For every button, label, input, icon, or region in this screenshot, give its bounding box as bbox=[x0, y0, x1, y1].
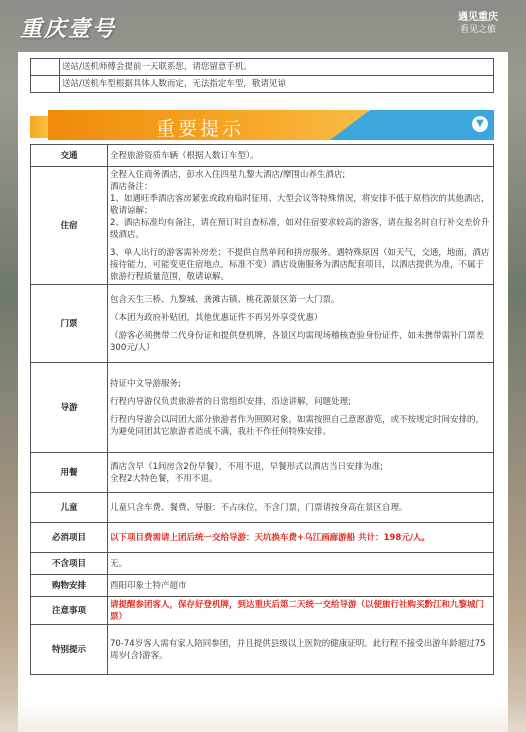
transfer-notes-table bbox=[30, 58, 494, 93]
bottom-fade bbox=[0, 700, 526, 732]
row-content-excluded: 无。 bbox=[108, 553, 494, 575]
row-content-special: 70-74岁客人需有家人陪同参团，并且提供县级以上医院的健康证明。此行程不接受出游年龄超过75周岁(含)游客。 bbox=[108, 625, 494, 675]
notice-table bbox=[30, 144, 494, 675]
row-label-special: 特别提示 bbox=[31, 625, 108, 675]
banner-title: 重要提示 bbox=[156, 118, 245, 140]
transfer-note-2: 送站/送机车型根据具体人数而定，无法指定车型，敬请见谅 bbox=[60, 76, 494, 93]
brand-slogan bbox=[454, 12, 502, 36]
chevron-down-icon: ▼ bbox=[472, 116, 488, 132]
row-label-lodging: 住宿 bbox=[31, 167, 108, 285]
row-label-children: 儿童 bbox=[31, 493, 108, 523]
row-label-guide: 导游 bbox=[31, 363, 108, 453]
row-content-lodging: 全程入住商务酒店，彭水入住四星九黎大酒店/摩围山养生酒店; 酒店备注： 1、如遇旺季酒店客房紧张或政府临时征用、大型会议等特殊情况，将安排不低于原档次的其他酒店，敬请谅解； 2、酒店标准均有备注，请在预订时自查标准，如对住宿要求较高的游客，请在报名时自行补交差价升级酒店。 3、单人出行的游客需补房差；不提供自然单间和拼房服务。遇特殊原因（如天气，交通，地面，酒店接待能力，可能变更住宿地点，标准不变）酒店设施服务为酒店配套项目，以酒店提供为准，不属于旅游行程质量范围，敬请谅解。 bbox=[108, 167, 494, 285]
important-notice-banner bbox=[30, 110, 494, 142]
brand-logo: 重庆壹号 bbox=[20, 16, 117, 42]
row-content-transport: 全程旅游资质车辆（根据人数订车型）。 bbox=[108, 145, 494, 167]
row-label-mandatory: 必消项目 bbox=[31, 523, 108, 553]
row-content-meals: 酒店含早（1间房含2份早餐），不用不退，早餐形式以酒店当日安排为准; 全程2大特色餐，不用不退。 bbox=[108, 453, 494, 493]
row-label-excluded: 不含项目 bbox=[31, 553, 108, 575]
row-content-guide: 持证中文导游服务; 行程内导游仅负责旅游者的日常组织安排，沿途讲解，问题处理; 行程内导游会以同团大部分旅游者作为照顾对象，如需按照自己意愿游览，或不按规定时间安排的，为避免同团其它旅游者造成不满，我社不作任何特殊安排。 bbox=[108, 363, 494, 453]
row-content-precautions: 请提醒参团客人，保存好登机牌，到达重庆后第二天统一交给导游（以便旅行社购买黔江和九黎城门票） bbox=[108, 597, 494, 625]
row-content-children: 儿童只含车费、餐费、导服：不占床位，不含门票，门票请按身高在景区自理。 bbox=[108, 493, 494, 523]
banner-left-tab bbox=[30, 116, 48, 138]
row-label-shopping: 购物安排 bbox=[31, 575, 108, 597]
itinerary-sheet bbox=[18, 52, 508, 732]
row-label-precautions: 注意事项 bbox=[31, 597, 108, 625]
row-label-tickets: 门票 bbox=[31, 285, 108, 363]
row-content-tickets: 包含天生三桥、九黎城、龚滩古镇、桃花源景区第一大门票。 （本团为政府补贴团，其他优惠证件不再另外享受优惠） （游客必须携带二代身份证和提供登机牌，各景区均需现场稽核查验身份证件，如未携带需补门票差300元/人） bbox=[108, 285, 494, 363]
row-content-mandatory: 以下项目费需请上团后统一交给导游：天坑换车费+乌江画廊游船 共计：198元/人。 bbox=[108, 523, 494, 553]
brand-slogan-line2: 看见之旅 bbox=[459, 25, 496, 35]
row-content-shopping: 酉阳印象土特产超市 bbox=[108, 575, 494, 597]
brand-slogan-line1: 遇见重庆 bbox=[458, 12, 498, 23]
row-label-transport: 交通 bbox=[31, 145, 108, 167]
row-label-meals: 用餐 bbox=[31, 453, 108, 493]
transfer-note-1: 送站/送机师傅会提前一天联系您，请您留意手机。 bbox=[60, 59, 494, 76]
banner-wedge bbox=[330, 110, 370, 140]
